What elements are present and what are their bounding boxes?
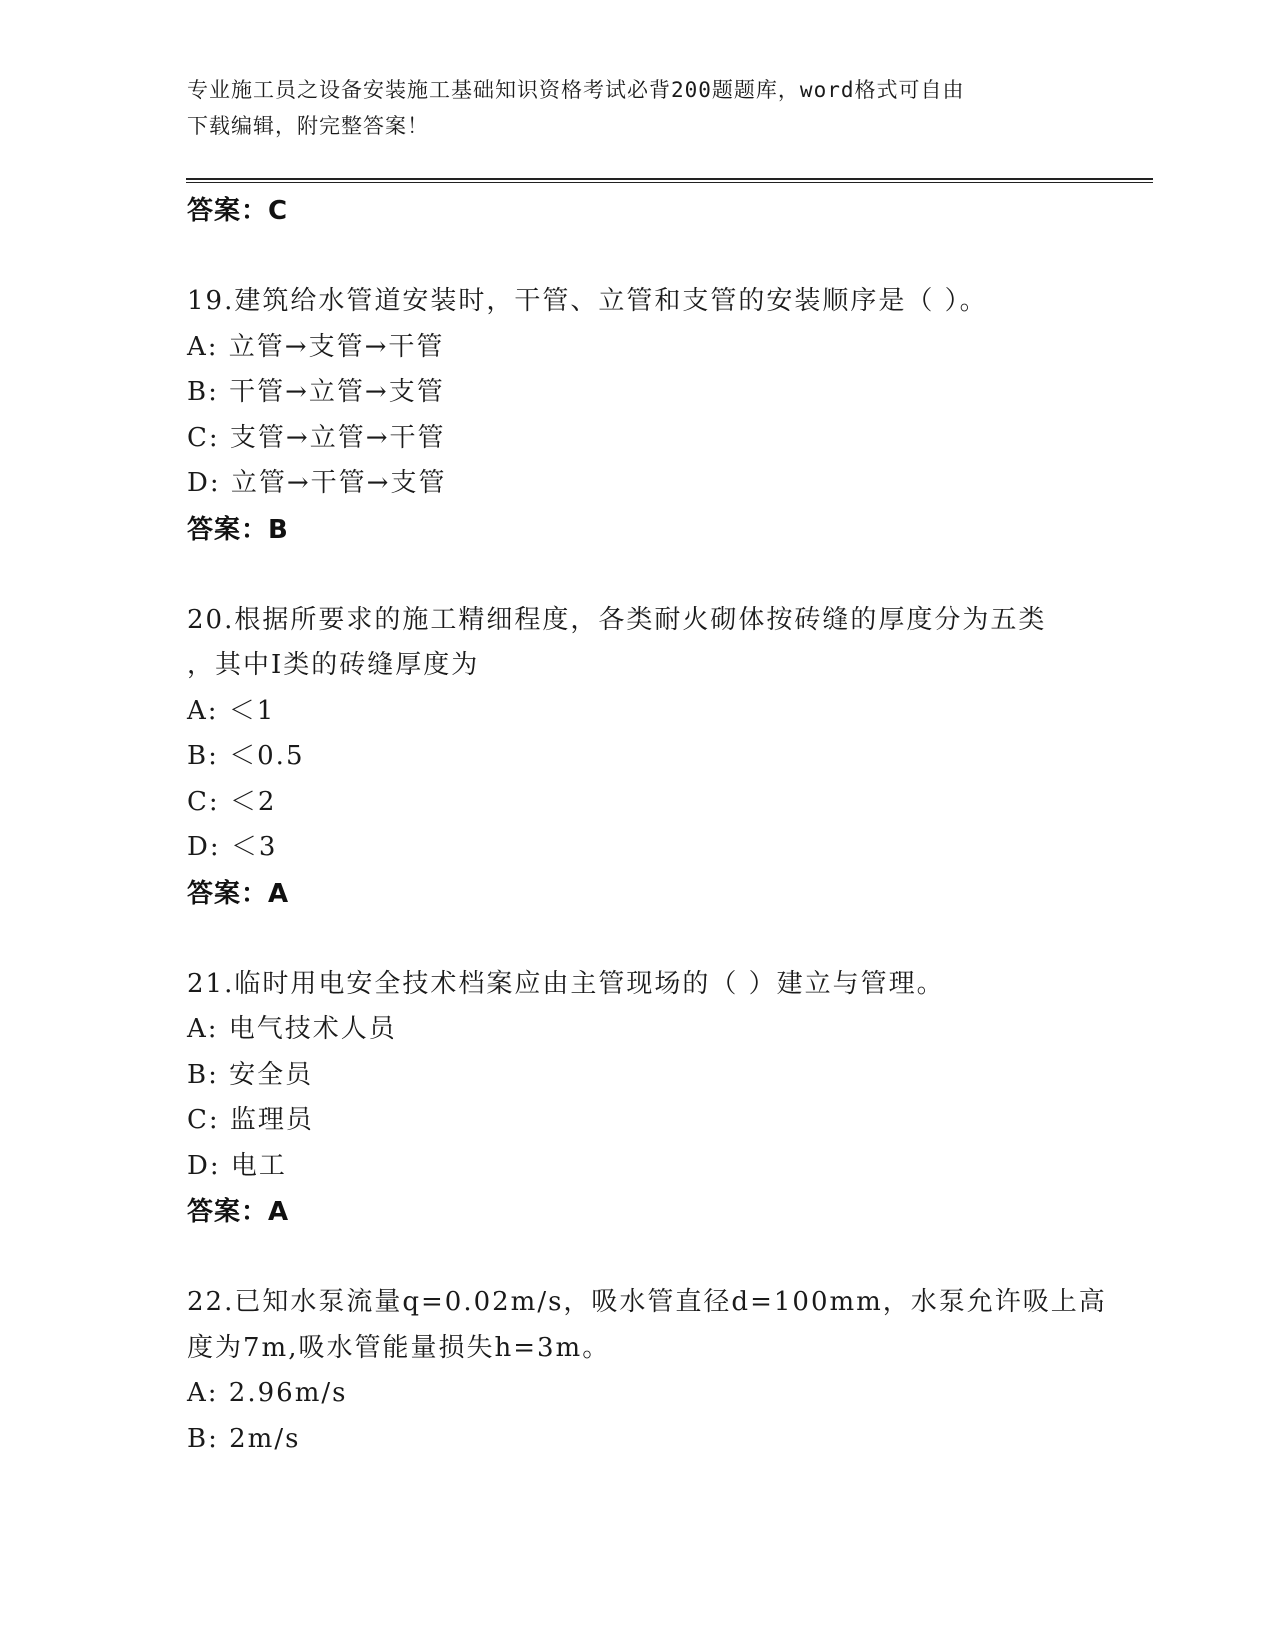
option-b: B: 安全员: [187, 1059, 314, 1090]
option-d: D: ＜3: [187, 832, 278, 862]
option-c: C: ＜2: [187, 786, 277, 817]
header-line-1: 专业施工员之设备安装施工基础知识资格考试必背200题题库，word格式可自由: [187, 78, 965, 102]
option-a: A: 电气技术人员: [187, 1014, 397, 1044]
header-divider: [186, 178, 1153, 183]
question-stem: 21.临时用电安全技术档案应由主管现场的（ ）建立与管理。: [187, 968, 945, 999]
answer-prev: 答案：C: [187, 196, 289, 226]
spacer: [187, 553, 1087, 598]
spacer: [187, 1235, 1087, 1280]
document-body: [187, 188, 1107, 1462]
question-stem: 20.根据所要求的施工精细程度，各类耐火砌体按砖缝的厚度分为五类: [187, 604, 1047, 635]
spacer: [187, 234, 1087, 279]
spacer: [187, 917, 1087, 962]
option-d: D: 立管→干管→支管: [187, 468, 447, 498]
answer: 答案：A: [187, 1197, 290, 1227]
question-stem-continued: 度为7m,吸水管能量损失h=3m。: [187, 1332, 611, 1363]
answer: 答案：A: [187, 878, 290, 909]
option-c: C: 监理员: [187, 1105, 314, 1135]
option-b: B: 干管→立管→支管: [187, 377, 445, 407]
question-stem: 22.已知水泵流量q=0.02m/s，吸水管直径d=100mm，水泵允许吸上高: [187, 1287, 1107, 1317]
option-b: B: ＜0.5: [187, 741, 305, 771]
question-19: [187, 279, 1087, 553]
option-c: C: 支管→立管→干管: [187, 422, 446, 453]
option-a: A: 2.96m/s: [187, 1378, 348, 1408]
question-stem-continued: ，其中Ⅰ类的砖缝厚度为: [187, 650, 480, 680]
option-a: A: ＜1: [187, 695, 276, 726]
question-20: [187, 598, 1087, 917]
question-21: [187, 962, 1087, 1236]
question-22: [187, 1280, 1107, 1462]
document-header: [187, 72, 1087, 144]
answer: 答案：B: [187, 514, 289, 545]
question-stem: 19.建筑给水管道安装时，干管、立管和支管的安装顺序是（ ）。: [187, 286, 988, 316]
header-line-2: 下载编辑，附完整答案！: [187, 114, 429, 138]
option-b: B: 2m/s: [187, 1423, 301, 1454]
option-d: D: 电工: [187, 1150, 287, 1181]
option-a: A: 立管→支管→干管: [187, 331, 445, 362]
